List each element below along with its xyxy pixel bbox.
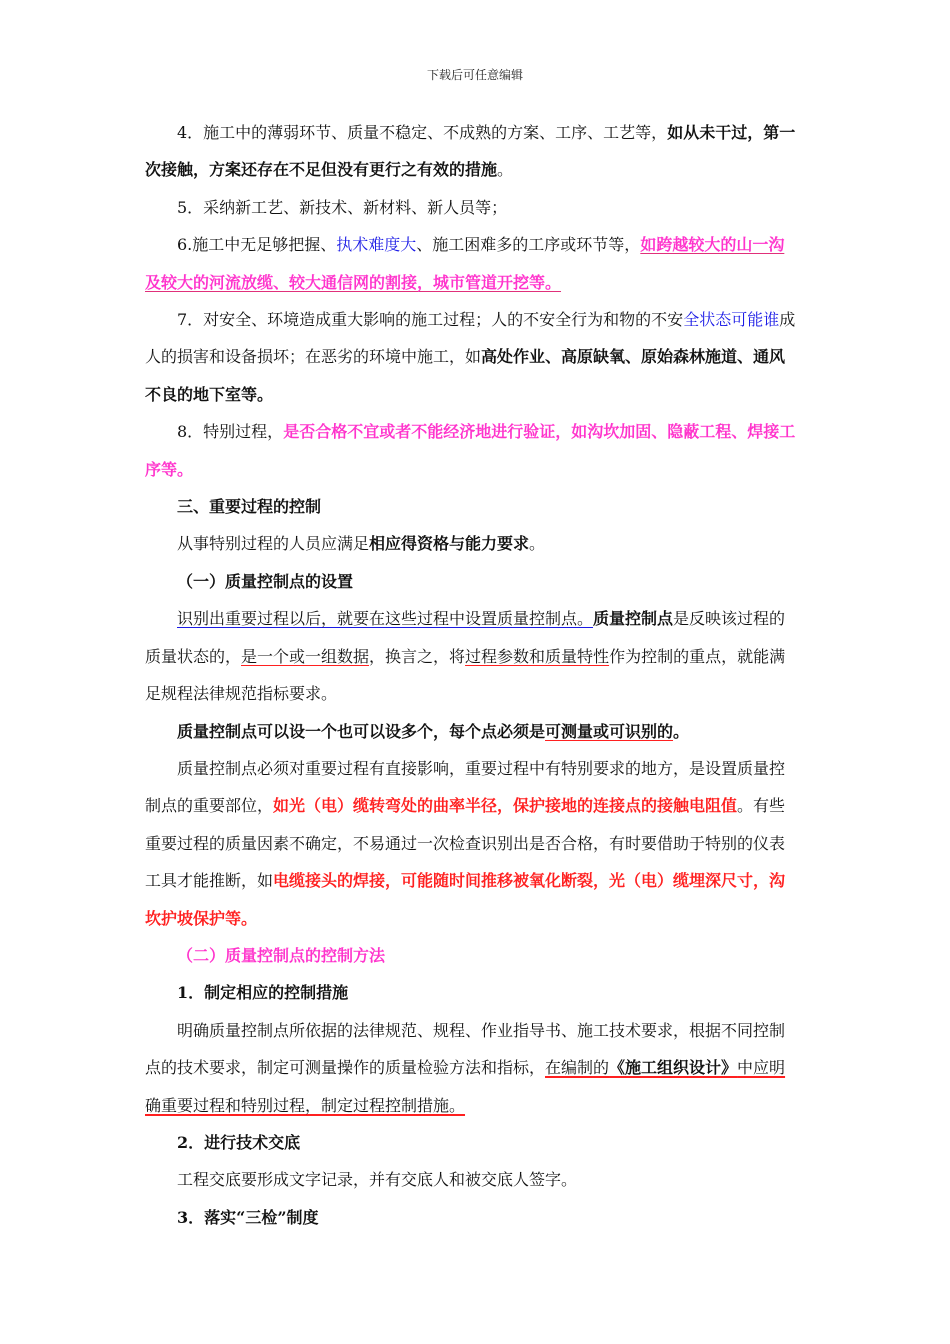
paragraph-control-point-count: 质量控制点可以设一个也可以设多个，每个点必须是可测量或可识别的。	[177, 721, 690, 741]
paragraph-control-point-location: 质量控制点必须对重要过程有直接影响，重要过程中有特别要求的地方，是设置质量控制点的重要部位，如光（电）缆转弯处的曲率半径，保护接地的连接点的接触电阻值。有些重要过程的质量因素不确定，不易通过一次检查识别出是否合格，有时要借助于特别的仪表工具才能推断，如电缆接头的焊接，可能随时间推移被氧化断裂，光（电）缆埋深尺寸，沟坎护坡保护等。	[145, 758, 786, 928]
item-heading-2: 2．进行技术交底	[177, 1132, 301, 1152]
paragraph-7: 7．对安全、环境造成重大影响的施工过程；人的不安全行为和物的不安全状态可能谁成人的损害和设备损坏；在恶劣的环境中施工，如高处作业、高原缺氧、原始森林施道、通风不良的地下室等。	[145, 310, 796, 404]
document-body	[145, 114, 800, 1236]
item-heading-3: 3．落实“三检”制度	[177, 1207, 319, 1227]
paragraph-control-point-definition: 识别出重要过程以后，就要在这些过程中设置质量控制点。质量控制点是反映该过程的质量状态的，是一个或一组数据，换言之，将过程参数和质量特性作为控制的重点，就能满足规程法律规范指标要求。	[145, 609, 786, 704]
page-header: 下载后可任意编辑	[426, 68, 523, 82]
item-heading-1: 1．制定相应的控制措施	[177, 983, 349, 1003]
paragraph-8: 8．特别过程，是否合格不宜或者不能经济地进行验证，如沟坎加固、隐蔽工程、焊接工序等。	[145, 422, 796, 479]
paragraph-qualification: 从事特别过程的人员应满足相应得资格与能力要求。	[177, 534, 546, 554]
paragraph-5: 5．采纳新工艺、新技术、新材料、新人员等；	[177, 197, 508, 217]
paragraph-technical-briefing: 工程交底要形成文字记录，并有交底人和被交底人签字。	[177, 1170, 578, 1190]
paragraph-4: 4．施工中的薄弱环节、质量不稳定、不成熟的方案、工序、工艺等，如从未干过，第一次接触，方案还存在不足但没有更行之有效的措施。	[145, 123, 796, 180]
section-heading-3: 三、重要过程的控制	[177, 497, 322, 517]
subheading-control-point-setup: （一）质量控制点的设置	[177, 571, 354, 591]
subheading-control-method: （二）质量控制点的控制方法	[177, 945, 386, 965]
paragraph-control-measures: 明确质量控制点所依据的法律规范、规程、作业指导书、施工技术要求，根据不同控制点的技术要求，制定可测量操作的质量检验方法和指标，在编制的《施工组织设计》中应明确重要过程和特别过程，制定过程控制措施。	[145, 1020, 786, 1115]
paragraph-6: 6.施工中无足够把握、执术难度大、施工困难多的工序或环节等，如跨越较大的山一沟及较大的河流放缆、较大通信网的割接，城市管道开挖等。	[145, 235, 785, 292]
